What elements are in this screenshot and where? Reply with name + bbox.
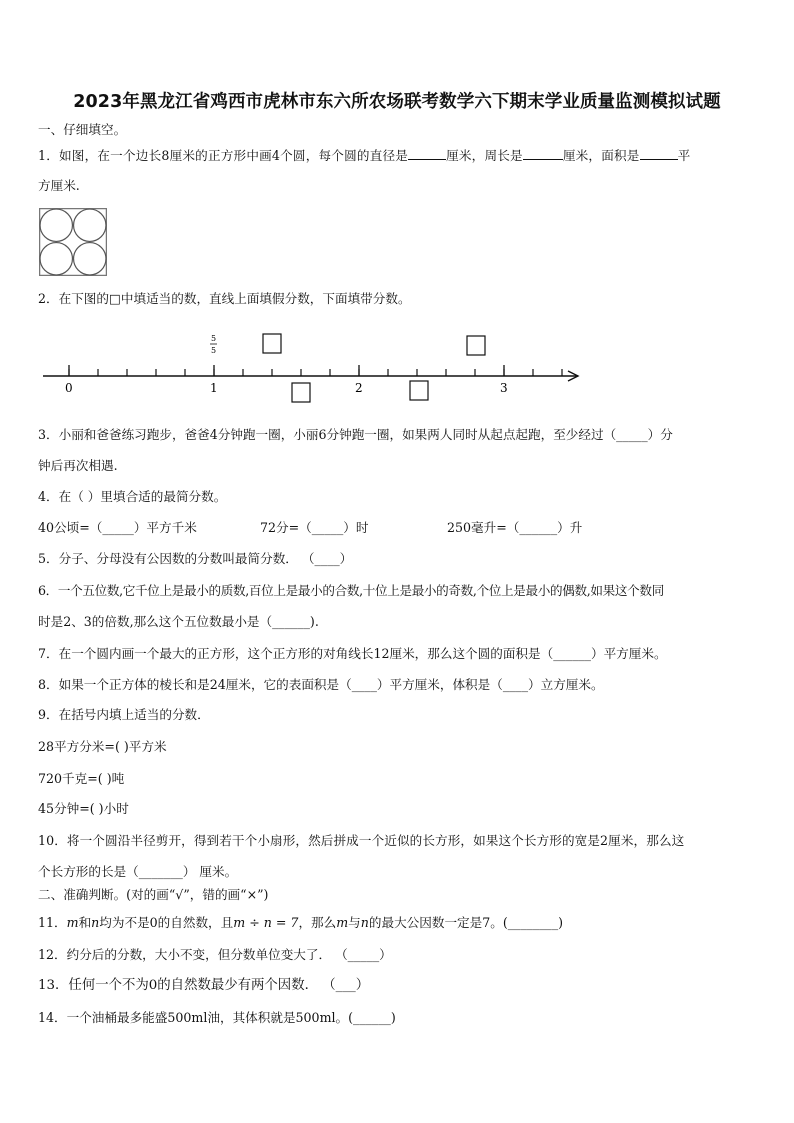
circle-top-left [40, 209, 72, 241]
square-outline [40, 209, 107, 276]
tick-label-3: 3 [500, 381, 508, 395]
question-6-line-2: 时是2、3的倍数,那么这个五位数最小是（______). [38, 614, 319, 629]
question-10-line-1: 10．将一个圆沿半径剪开，得到若干个小扇形，然后拼成一个近似的长方形，如果这个长方形的宽是2厘米，那么这 [38, 833, 685, 848]
question-9-item-1: 28平方分米=( )平方米 [38, 739, 167, 754]
question-12: 12．约分后的分数，大小不变，但分数单位变大了． （_____） [38, 947, 392, 962]
question-1-line-2: 方厘米. [38, 178, 80, 193]
question-9-item-2: 720千克=( )吨 [38, 771, 125, 786]
major-ticks [69, 365, 504, 376]
answer-blank[interactable] [408, 147, 446, 160]
question-4: 4．在（ ）里填合适的最简分数。 [38, 489, 227, 504]
circle-bottom-right [74, 243, 106, 275]
question-4-item-3: 250毫升=（______）升 [447, 520, 583, 535]
question-7: 7．在一个圆内画一个最大的正方形，这个正方形的对角线长12厘米，那么这个圆的面积是（______）平方厘米。 [38, 646, 667, 661]
answer-box-below-2[interactable] [410, 381, 428, 400]
tick-label-1: 1 [210, 381, 218, 395]
answer-box-below-1[interactable] [292, 383, 310, 402]
question-13: 13．任何一个不为0的自然数最少有两个因数． （___） [38, 978, 370, 993]
circle-top-right [74, 209, 106, 241]
fraction-numerator: 5 [211, 334, 217, 343]
question-4-item-1: 40公顷=（_____）平方千米 [38, 520, 197, 535]
question-6-line-1: 6．一个五位数,它千位上是最小的质数,百位上是最小的合数,十位上是最小的奇数,个位上是最小的偶数,如果这个数同 [38, 583, 664, 598]
tick-label-2: 2 [355, 381, 363, 395]
question-14: 14．一个油桶最多能盛500ml油，其体积就是500ml。(______) [38, 1010, 396, 1025]
question-3-line-2: 钟后再次相遇. [38, 458, 118, 473]
number-line-figure [38, 328, 598, 408]
question-5: 5．分子、分母没有公因数的分数叫最简分数． （____） [38, 551, 353, 566]
question-2: 2．在下图的□中填适当的数，直线上面填假分数，下面填带分数。 [38, 291, 411, 306]
answer-blank[interactable] [523, 147, 563, 160]
question-8: 8．如果一个正方体的棱长和是24厘米，它的表面积是（____）平方厘米，体积是（____）立方厘米。 [38, 677, 604, 692]
square-with-circles-figure [39, 208, 107, 276]
tick-marks [69, 369, 562, 376]
fraction-denominator: 5 [211, 346, 217, 355]
question-3-line-1: 3．小丽和爸爸练习跑步，爸爸4分钟跑一圈，小丽6分钟跑一圈，如果两人同时从起点起跑，至少经过（_____）分 [38, 427, 673, 442]
question-9: 9．在括号内填上适当的分数． [38, 707, 210, 722]
section-heading-1: 一、仔细填空。 [38, 122, 127, 137]
tick-label-0: 0 [65, 381, 73, 395]
question-1-line-1: 1．如图，在一个边长8厘米的正方形中画4个圆，每个圆的直径是 厘米，周长是 厘米，面积是 平 [38, 148, 691, 163]
answer-box-above-2[interactable] [467, 336, 485, 355]
question-4-item-2: 72分=（_____）时 [260, 520, 369, 535]
question-11: 11．m和n均为不是0的自然数，且m ÷ n = 7，那么m与n的最大公因数一定是7。(________) [38, 915, 564, 930]
answer-blank[interactable] [640, 147, 678, 160]
circle-bottom-left [40, 243, 72, 275]
answer-box-above-1[interactable] [263, 334, 281, 353]
question-10-line-2: 个长方形的长是（_______） 厘米。 [38, 864, 238, 879]
page-title: 2023年黑龙江省鸡西市虎林市东六所农场联考数学六下期末学业质量监测模拟试题 [73, 92, 721, 112]
question-9-item-3: 45分钟=( )小时 [38, 801, 129, 816]
section-heading-2: 二、准确判断。(对的画“√”，错的画“×”) [38, 887, 269, 902]
